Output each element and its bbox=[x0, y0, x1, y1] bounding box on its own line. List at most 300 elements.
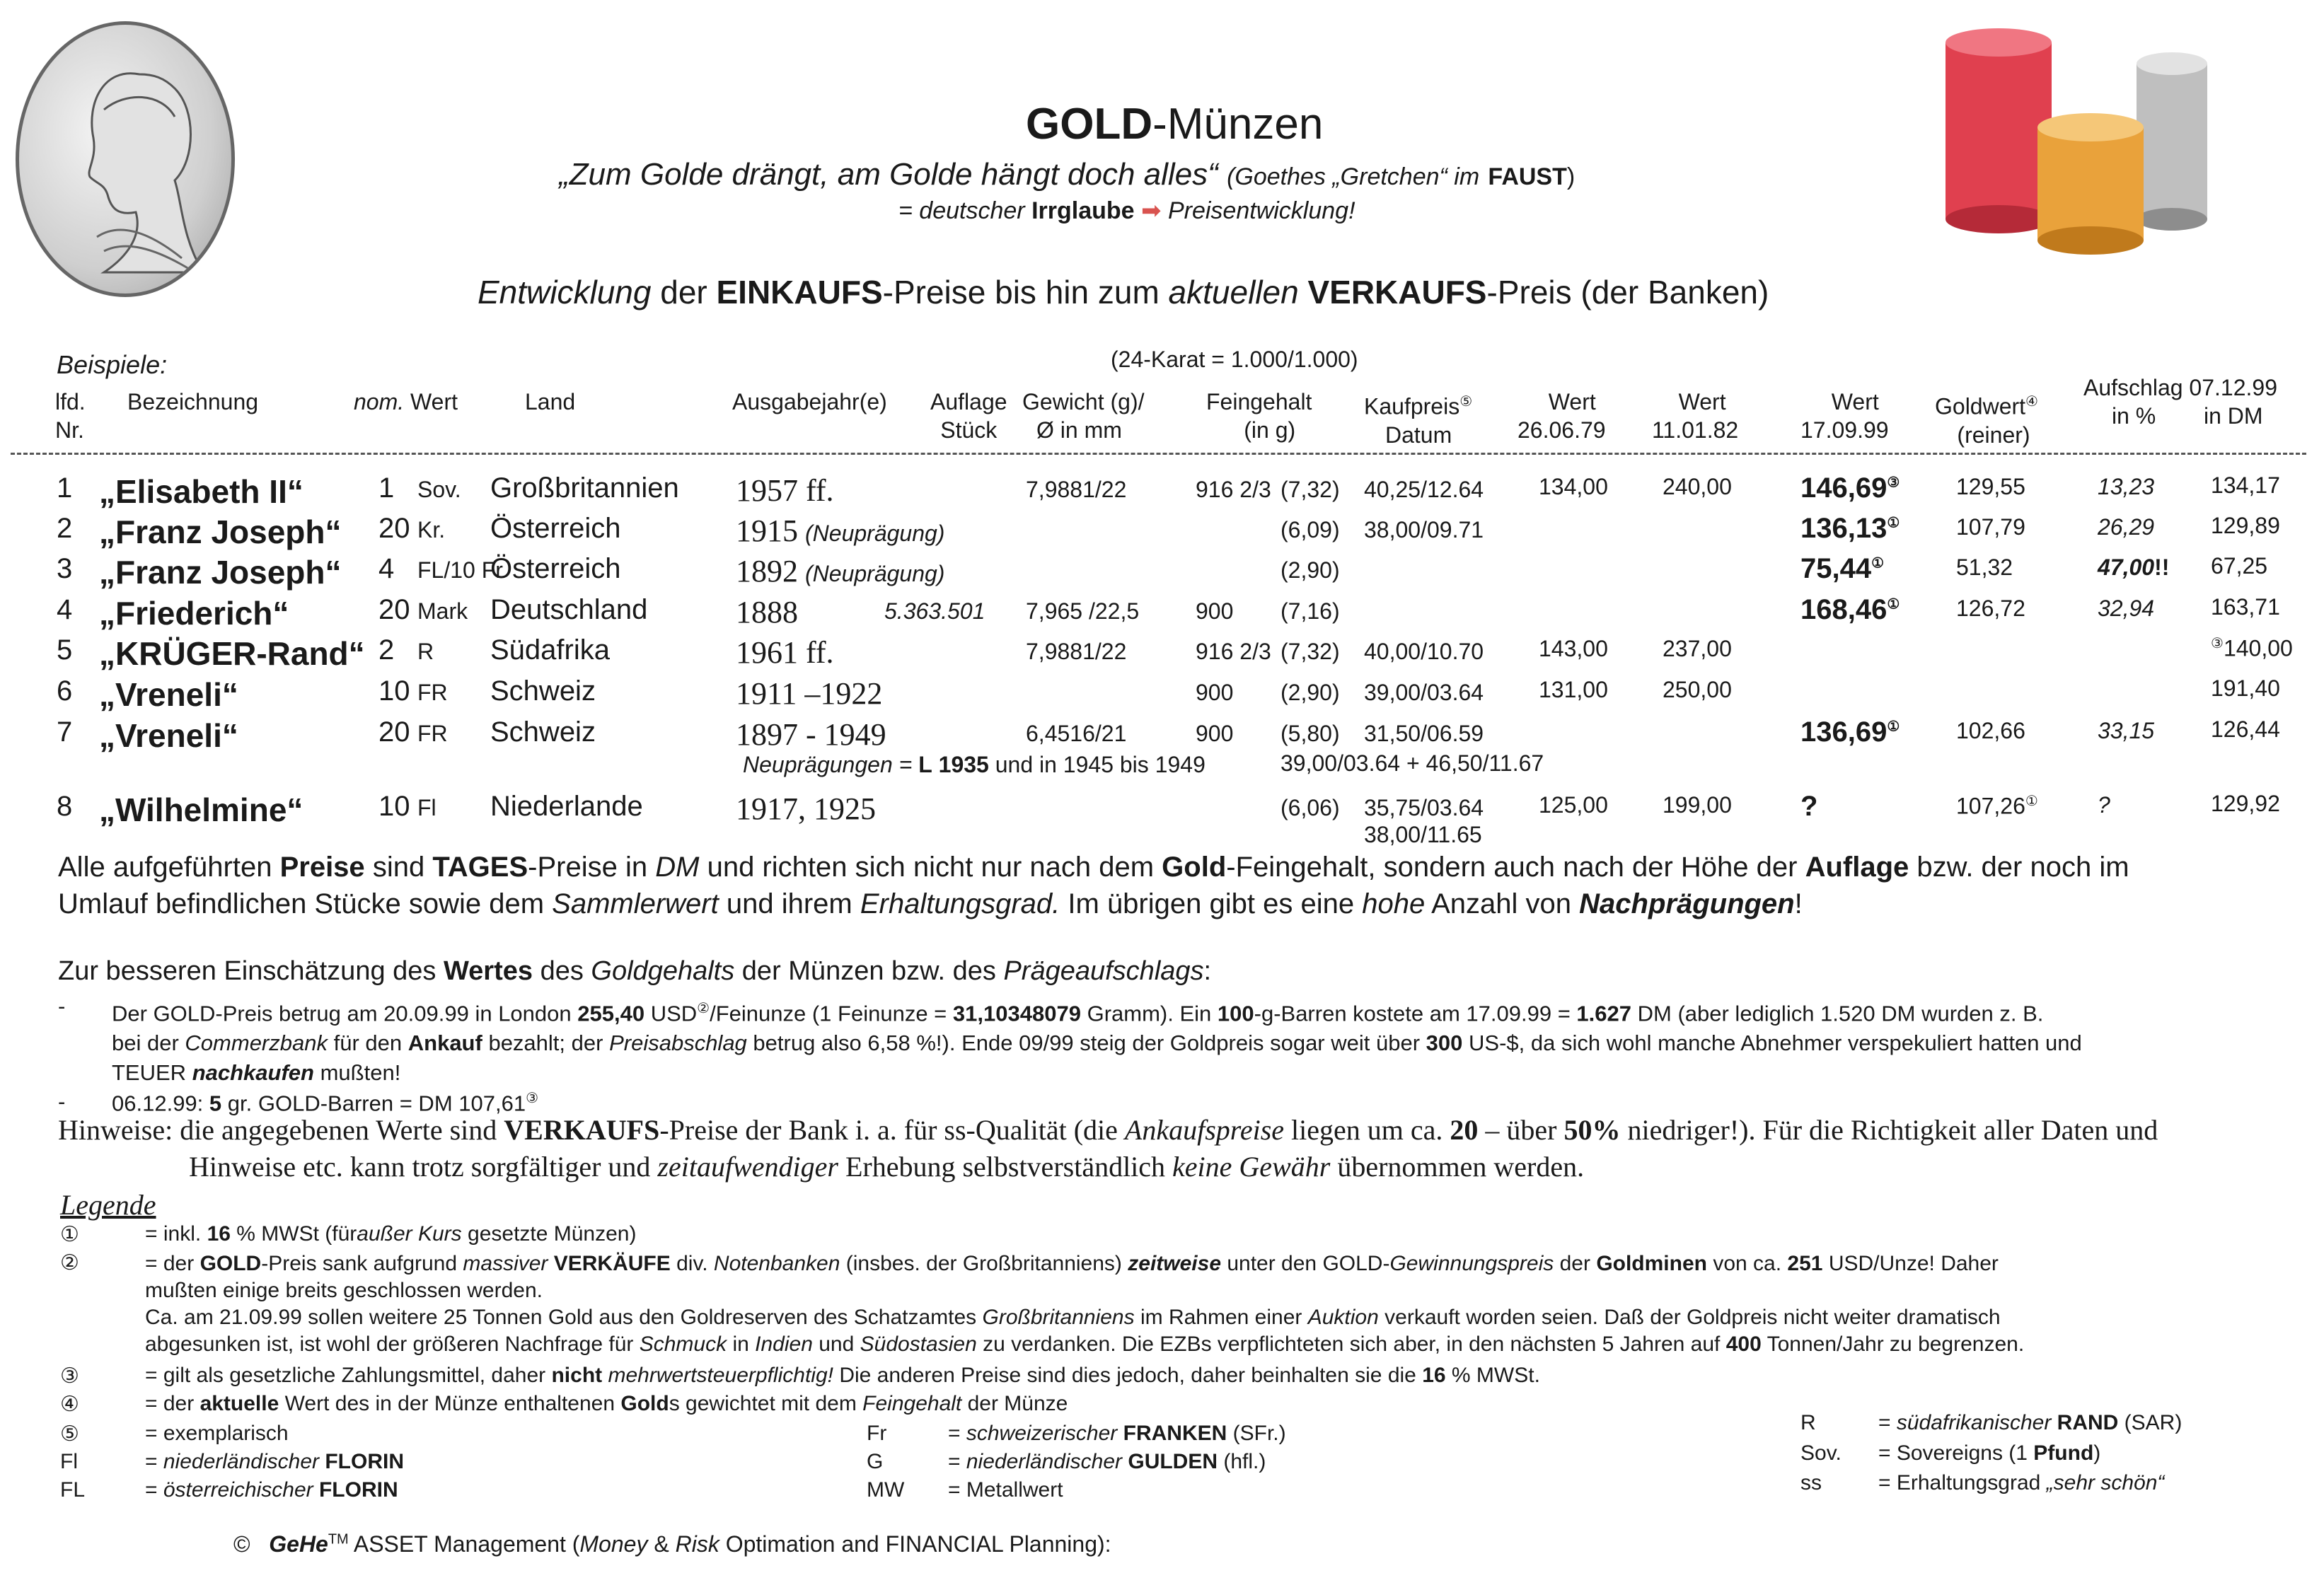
cell-fein-g-text: (6,06) bbox=[1280, 795, 1340, 820]
cell-kaufpreis-text: 38,00/09.71 bbox=[1364, 517, 1484, 542]
cell-land-text: Schweiz bbox=[490, 716, 596, 748]
headline-part: -Preise bis hin zum bbox=[882, 274, 1160, 310]
cell-feingehalt-text: 900 bbox=[1196, 598, 1234, 624]
text: Großbritanniens bbox=[982, 1306, 1135, 1329]
text: (SFr.) bbox=[1232, 1422, 1286, 1445]
subline-bold: Irrglaube bbox=[1031, 197, 1135, 224]
headline-part: Entwicklung bbox=[478, 274, 652, 310]
text: % MWSt (für bbox=[236, 1222, 357, 1246]
cell-wert-1979-text: 143,00 bbox=[1539, 636, 1608, 661]
text: Commerzbank bbox=[185, 1031, 328, 1056]
cell-jahr bbox=[736, 594, 805, 630]
cell-fein-g-text: (7,32) bbox=[1280, 477, 1340, 502]
cell-nr-text: 8 bbox=[57, 791, 73, 822]
text: unter den GOLD- bbox=[1227, 1252, 1390, 1275]
text: übernommen werden. bbox=[1337, 1151, 1585, 1183]
cell-aufschlag-dm-text: 191,40 bbox=[2211, 675, 2280, 701]
text: Feingehalt bbox=[862, 1392, 962, 1415]
cell-gewicht-text: 7,965 /22,5 bbox=[1026, 598, 1140, 624]
legend-entry-sov bbox=[1878, 1441, 2100, 1465]
cell-nom-text: 10 bbox=[378, 791, 410, 822]
cell-nr-text: 1 bbox=[57, 472, 73, 504]
legend-symbol: ② bbox=[60, 1251, 79, 1275]
text: div. bbox=[676, 1252, 708, 1275]
cell-nr bbox=[57, 594, 72, 626]
cell-nom-unit bbox=[417, 721, 448, 747]
col-auflage-label: Auflage bbox=[930, 389, 1007, 414]
text: Prägeaufschlags bbox=[1003, 956, 1204, 986]
text: 255,40 bbox=[577, 1001, 645, 1026]
cell-aufschlag-pct bbox=[2098, 596, 2154, 622]
quote-text: „Zum Golde drängt, am Golde hängt doch alles“ bbox=[559, 157, 1218, 192]
cell-nom-unit bbox=[417, 795, 437, 821]
text: = der bbox=[145, 1252, 195, 1275]
cell-aufschlag-pct bbox=[2098, 718, 2154, 744]
cell-aufschlag-dm-text: 163,71 bbox=[2211, 594, 2280, 620]
text: mußten einige breits geschlossen werden. bbox=[145, 1279, 543, 1302]
cell-feingehalt-text: 916 2/3 bbox=[1196, 639, 1271, 664]
text: der Münze bbox=[967, 1392, 1068, 1415]
footnote-marker: ① bbox=[1871, 555, 1885, 571]
text: 50% bbox=[1563, 1114, 1621, 1146]
cell-feingehalt bbox=[1196, 680, 1233, 706]
text: Notenbanken bbox=[713, 1252, 840, 1275]
cell-aufschlag-dm bbox=[2211, 594, 2280, 620]
cell-name-text: „Vreneli“ bbox=[99, 676, 238, 713]
cell-goldwert-text: 107,26 bbox=[1956, 793, 2025, 819]
cell-wert-1999-text: ? bbox=[1800, 791, 1818, 822]
cell-wert-1979 bbox=[1539, 677, 1608, 703]
text: TEUER bbox=[112, 1060, 187, 1086]
cell-wert-1999-text: 146,69 bbox=[1800, 472, 1887, 504]
text: Preisabschlag bbox=[609, 1031, 747, 1056]
cell-fein-g bbox=[1280, 721, 1340, 747]
legend-symbol: ⑤ bbox=[60, 1422, 79, 1446]
text: = Erhaltungsgrad bbox=[1878, 1471, 2041, 1494]
text: der bbox=[1559, 1252, 1590, 1275]
text: 20 bbox=[1450, 1114, 1479, 1146]
cell-aufschlag-dm-text: 126,44 bbox=[2211, 716, 2280, 742]
coin-stacks-icon bbox=[1931, 21, 2214, 262]
headline bbox=[478, 273, 1769, 311]
col-wert-1982 bbox=[1652, 388, 1738, 444]
footer-brand: GeHe bbox=[269, 1531, 328, 1557]
cell-goldwert-text: 129,55 bbox=[1956, 474, 2025, 499]
text: 1.627 bbox=[1576, 1001, 1631, 1026]
col-feingehalt bbox=[1206, 388, 1312, 444]
cell-kaufpreis bbox=[1364, 517, 1484, 543]
cell-gewicht bbox=[1026, 639, 1126, 665]
cell-aufschlag-pct bbox=[2098, 555, 2169, 581]
text: außer Kurs bbox=[357, 1222, 462, 1246]
examples-label: Beispiele: bbox=[57, 350, 168, 379]
cell-jahr bbox=[736, 791, 883, 827]
cell-nom bbox=[378, 716, 410, 748]
cell-wert-1999-text: 136,13 bbox=[1800, 513, 1887, 544]
text: Money bbox=[579, 1531, 648, 1557]
col-wert-label: Wert bbox=[1678, 389, 1726, 414]
col-wert-label: Wert bbox=[410, 389, 458, 414]
col-date-label: 26.06.79 bbox=[1517, 417, 1606, 443]
legend-symbol: ① bbox=[60, 1223, 79, 1246]
cell-feingehalt-text: 900 bbox=[1196, 680, 1234, 705]
col-aufschlag-dm: in DM bbox=[2204, 403, 2263, 429]
cell-name-text: „Vreneli“ bbox=[99, 717, 238, 754]
text: hohe bbox=[1362, 888, 1426, 919]
headline-part: der bbox=[660, 274, 707, 310]
cell-jahr-note: (Neuprägung) bbox=[805, 521, 945, 546]
cell-jahr bbox=[736, 675, 889, 712]
text: sind bbox=[372, 852, 425, 883]
cell-wert-1979-text: 134,00 bbox=[1539, 474, 1608, 499]
text: 100 bbox=[1217, 1001, 1254, 1026]
cell-name bbox=[99, 675, 238, 714]
text: Risk bbox=[675, 1531, 719, 1557]
legend-entry-r bbox=[1878, 1411, 2182, 1435]
text: RAND bbox=[2057, 1411, 2119, 1434]
col-stueck-label: Stück bbox=[940, 417, 998, 443]
cell-wert-1999 bbox=[1800, 594, 1900, 626]
bullet-1-dash: - bbox=[58, 994, 66, 1018]
cell-goldwert bbox=[1956, 474, 2025, 500]
cell-aufschlag-dm-text: 134,17 bbox=[2211, 472, 2280, 498]
cell-name-text: „Wilhelmine“ bbox=[99, 791, 303, 828]
cell-nom bbox=[378, 675, 410, 707]
cell-fein-g-text: (2,90) bbox=[1280, 680, 1340, 705]
cell-fein-g-text: (7,32) bbox=[1280, 639, 1340, 664]
text: = gilt als gesetzliche Zahlungsmittel, daher bbox=[145, 1364, 546, 1387]
quote-source: (Goethes „Gretchen“ im bbox=[1227, 163, 1480, 190]
cell-feingehalt bbox=[1196, 598, 1233, 625]
text: ) bbox=[2093, 1441, 2101, 1465]
row7-note-prefix: Neuprägungen = bbox=[743, 752, 913, 777]
text: = bbox=[948, 1422, 961, 1445]
text: TAGES bbox=[432, 852, 528, 883]
text: FRANKEN bbox=[1123, 1422, 1227, 1445]
cell-fein-g bbox=[1280, 680, 1340, 706]
text: bei der bbox=[112, 1031, 179, 1056]
cell-wert-1999 bbox=[1800, 472, 1900, 504]
text: Zur besseren Einschätzung des bbox=[58, 956, 437, 986]
col-land: Land bbox=[525, 389, 576, 414]
trademark: TM bbox=[328, 1531, 349, 1548]
col-gewicht bbox=[1022, 388, 1144, 444]
legend-symbol: ③ bbox=[60, 1364, 79, 1388]
text: USD bbox=[650, 1001, 698, 1026]
cell-land bbox=[490, 791, 643, 823]
col-date-label: 17.09.99 bbox=[1800, 417, 1889, 443]
text: und richten sich nicht nur nach dem bbox=[707, 852, 1155, 883]
text: -g-Barren kostete am 17.09.99 = bbox=[1254, 1001, 1571, 1026]
cell-jahr-text: 1892 bbox=[736, 554, 798, 588]
cell-land bbox=[490, 553, 621, 585]
cell-land bbox=[490, 472, 679, 504]
cell-gewicht bbox=[1026, 721, 1126, 747]
cell-wert-1979 bbox=[1539, 636, 1608, 662]
cell-aufschlag-dm bbox=[2211, 513, 2280, 539]
quote-source-faust: FAUST bbox=[1488, 163, 1567, 190]
cell-nr bbox=[57, 791, 72, 823]
cell-wert-1982-text: 250,00 bbox=[1663, 677, 1732, 702]
cell-aufschlag-pct-text: 13,23 bbox=[2098, 474, 2155, 499]
text: von ca. bbox=[1713, 1252, 1782, 1275]
cell-nr-text: 6 bbox=[57, 675, 73, 707]
col-goldwert bbox=[1935, 388, 2038, 449]
col-feingehalt-label: Feingehalt bbox=[1206, 389, 1312, 414]
cell-fein-g bbox=[1280, 795, 1340, 821]
cell-kaufpreis-text: 40,00/10.70 bbox=[1364, 639, 1484, 664]
cell-nom-unit bbox=[417, 517, 445, 543]
text: gr. GOLD-Barren = DM 107,61 bbox=[227, 1091, 526, 1116]
cell-land-text: Österreich bbox=[490, 553, 621, 584]
text: schweizerischer bbox=[966, 1422, 1118, 1445]
row7-kaufpreis-extra: 39,00/03.64 + 46,50/11.67 bbox=[1280, 750, 1544, 776]
cell-aufschlag-dm bbox=[2211, 716, 2280, 743]
text: DM bbox=[655, 852, 700, 883]
cell-nr-text: 5 bbox=[57, 634, 73, 666]
col-in-g-label: (in g) bbox=[1244, 417, 1296, 443]
legend-symbol: ss bbox=[1800, 1471, 1822, 1494]
cell-gewicht-text: 7,9881/22 bbox=[1026, 639, 1127, 664]
cell-jahr-text: 1961 ff. bbox=[736, 635, 834, 670]
cell-gewicht bbox=[1026, 477, 1126, 503]
cell-fein-g bbox=[1280, 598, 1340, 625]
cell-wert-1982 bbox=[1663, 677, 1732, 703]
text: -Preise der Bank i. a. für ss-Qualität (die bbox=[659, 1114, 1118, 1146]
cell-nom bbox=[378, 513, 410, 545]
text: niederländischer bbox=[966, 1450, 1123, 1473]
text: -Preis sank aufgrund bbox=[261, 1252, 458, 1275]
note-paragraph-2 bbox=[58, 956, 1211, 987]
text: FLORIN bbox=[318, 1478, 398, 1502]
footnote-2-marker: ② bbox=[697, 1001, 710, 1016]
cell-nom-unit bbox=[417, 639, 434, 665]
cell-jahr bbox=[736, 716, 894, 753]
row8-kaufpreis-extra: 38,00/11.65 bbox=[1364, 822, 1482, 847]
text: 5 bbox=[209, 1091, 222, 1116]
coin-stacks-illustration bbox=[1931, 21, 2214, 262]
cell-aufschlag-dm bbox=[2211, 553, 2267, 579]
text: Optimation and FINANCIAL Planning): bbox=[725, 1531, 1111, 1557]
text: Südostasien bbox=[860, 1333, 977, 1356]
cell-nom-unit-text: FL/10 Fr bbox=[417, 557, 503, 583]
text: 06.12.99: bbox=[112, 1091, 204, 1116]
text: und ihrem bbox=[726, 888, 852, 919]
cell-goldwert-text: 102,66 bbox=[1956, 718, 2025, 743]
text: Ankaufspreise bbox=[1124, 1114, 1285, 1146]
text: zu verdanken. Die EZBs verpflichteten sich aber, in den nächsten 5 Jahren auf bbox=[983, 1333, 1721, 1356]
text: GULDEN bbox=[1128, 1450, 1218, 1473]
cell-wert-1982-text: 199,00 bbox=[1663, 792, 1732, 818]
quote-source-end: ) bbox=[1566, 163, 1576, 190]
cell-land bbox=[490, 513, 621, 545]
hinweise bbox=[58, 1112, 2158, 1185]
cell-feingehalt bbox=[1196, 639, 1271, 665]
cell-aufschlag-pct-text: 26,29 bbox=[2098, 514, 2155, 540]
cell-wert-1999 bbox=[1800, 716, 1900, 748]
footnote-marker: ① bbox=[1887, 719, 1900, 735]
cell-name bbox=[99, 594, 289, 632]
cell-kaufpreis bbox=[1364, 721, 1484, 747]
cell-wert-1979-text: 131,00 bbox=[1539, 677, 1608, 702]
row7-note-year: 1935 bbox=[938, 752, 989, 777]
silver-coin-stack bbox=[2137, 52, 2207, 231]
legend-entry-mw: = Metallwert bbox=[948, 1478, 1063, 1502]
text: mußten! bbox=[320, 1060, 401, 1086]
text: der Münzen bzw. des bbox=[741, 956, 996, 986]
col-lfd bbox=[55, 388, 86, 444]
goethe-quote bbox=[559, 157, 1575, 192]
legend-entry-fr bbox=[948, 1422, 1286, 1446]
cell-aufschlag-pct bbox=[2098, 514, 2154, 540]
cell-land-text: Schweiz bbox=[490, 675, 596, 707]
cell-aufschlag-dm-text: 67,25 bbox=[2211, 553, 2268, 579]
cell-nom-text: 20 bbox=[378, 594, 410, 625]
cell-jahr-note: (Neuprägung) bbox=[805, 561, 945, 586]
text: Erhebung selbstverständlich bbox=[845, 1151, 1166, 1183]
text: Umlauf befindlichen Stücke sowie dem bbox=[58, 888, 545, 919]
cell-wert-1979 bbox=[1539, 474, 1608, 500]
cell-name bbox=[99, 791, 303, 829]
medallion-portrait bbox=[16, 21, 235, 297]
legend-symbol: Fr bbox=[867, 1422, 887, 1445]
row7-note-l: L bbox=[918, 752, 932, 777]
cell-nr-text: 3 bbox=[57, 553, 73, 584]
cell-wert-1999-text: 168,46 bbox=[1800, 594, 1887, 625]
cell-wert-1982 bbox=[1663, 474, 1732, 500]
text: Alle aufgeführten bbox=[58, 852, 272, 883]
text: betrug also 6,58 %!). Ende 09/99 steig der Goldpreis sogar weit über bbox=[753, 1031, 1421, 1056]
cell-nr bbox=[57, 716, 72, 748]
text: Im übrigen gibt es eine bbox=[1068, 888, 1355, 919]
headline-part: VERKAUFS bbox=[1307, 274, 1487, 310]
col-date-label: 11.01.82 bbox=[1652, 417, 1739, 443]
text: (insbes. der Großbritanniens) bbox=[845, 1252, 1122, 1275]
text: Erhaltungsgrad. bbox=[860, 888, 1060, 919]
footnote-4-marker: ④ bbox=[2025, 394, 2038, 410]
cell-jahr-text: 1915 bbox=[736, 513, 798, 548]
cell-goldwert bbox=[1956, 718, 2025, 744]
cell-land-text: Südafrika bbox=[490, 634, 610, 666]
title-bold: GOLD bbox=[1026, 100, 1153, 149]
cell-wert-1999 bbox=[1800, 791, 1817, 823]
cell-kaufpreis-text: 31,50/06.59 bbox=[1364, 721, 1484, 746]
text: = bbox=[1878, 1411, 1891, 1434]
text: liegen um ca. bbox=[1291, 1114, 1443, 1146]
col-durchmesser-label: Ø in mm bbox=[1036, 417, 1122, 443]
copyright-icon: © bbox=[233, 1531, 250, 1557]
cell-aufschlag-dm-text: 129,92 bbox=[2211, 791, 2280, 816]
text: GOLD bbox=[200, 1252, 262, 1275]
text: bzw. der noch im bbox=[1917, 852, 2129, 883]
text: -Feingehalt, sondern auch nach der Höhe der bbox=[1226, 852, 1798, 883]
cell-nom bbox=[378, 634, 394, 666]
cell-kaufpreis-text: 40,25/12.64 bbox=[1364, 477, 1484, 502]
subline-rest: Preisentwicklung! bbox=[1167, 197, 1355, 224]
col-auflage bbox=[930, 388, 1007, 444]
cell-wert-1999-text: 136,69 bbox=[1800, 716, 1887, 748]
cell-name-text: „Elisabeth II“ bbox=[99, 473, 303, 510]
cell-nom-unit bbox=[417, 680, 448, 706]
cell-goldwert bbox=[1956, 514, 2025, 540]
legend-entry-3 bbox=[145, 1364, 1540, 1388]
text: Auktion bbox=[1307, 1306, 1379, 1329]
cell-nom-unit-text: Fl bbox=[417, 795, 437, 820]
legend-entry-1 bbox=[145, 1222, 636, 1246]
text: 251 bbox=[1787, 1252, 1823, 1275]
cell-gewicht-text: 6,4516/21 bbox=[1026, 721, 1127, 746]
row7-note-rest: und in 1945 bis 1949 bbox=[995, 752, 1206, 777]
cell-goldwert-text: 51,32 bbox=[1956, 555, 2013, 580]
cell-nom-text: 20 bbox=[378, 513, 410, 544]
text: FLORIN bbox=[325, 1450, 405, 1473]
cell-land bbox=[490, 716, 596, 748]
page-title bbox=[1026, 99, 1323, 149]
gold-coin-stack bbox=[2037, 113, 2144, 255]
text: Gramm). Ein bbox=[1087, 1001, 1212, 1026]
legend-entry-fl-nl bbox=[145, 1450, 404, 1474]
text: = inkl. bbox=[145, 1222, 202, 1246]
col-wert-label: Wert bbox=[1831, 389, 1879, 414]
text: = der bbox=[145, 1392, 195, 1415]
text: abgesunken ist, ist wohl der größeren Nachfrage für bbox=[145, 1333, 634, 1356]
text: aktuelle bbox=[200, 1392, 279, 1415]
cell-goldwert bbox=[1956, 555, 2013, 581]
cell-aufschlag-pct bbox=[2098, 474, 2154, 500]
text: /Feinunze (1 Feinunze = bbox=[710, 1001, 947, 1026]
row7-note bbox=[743, 752, 1206, 778]
text: : bbox=[1203, 956, 1212, 986]
text: bezahlt; der bbox=[488, 1031, 603, 1056]
cell-aufschlag-dm-text: 140,00 bbox=[2223, 635, 2293, 661]
cell-wert-1982 bbox=[1663, 636, 1732, 662]
cell-land bbox=[490, 634, 610, 666]
col-aufschlag: Aufschlag 07.12.99 bbox=[2083, 375, 2277, 400]
col-lfd-label: lfd. bbox=[55, 389, 86, 414]
text: DM (aber lediglich 1.520 DM wurden z. B. bbox=[1637, 1001, 2044, 1026]
arrow-right-icon: ➡ bbox=[1141, 197, 1162, 224]
text: Schmuck bbox=[639, 1333, 727, 1356]
text: US-$, da sich wohl manche Abnehmer verspekuliert hatten und bbox=[1469, 1031, 2082, 1056]
headline-part: EINKAUFS bbox=[716, 274, 883, 310]
cell-aufschlag-pct-text: 32,94 bbox=[2098, 596, 2155, 621]
text: Die anderen Preise sind dies jedoch, daher beinhalten sie die bbox=[839, 1364, 1416, 1387]
subline-prefix: = deutscher bbox=[898, 197, 1025, 224]
legend-symbol: MW bbox=[867, 1478, 905, 1502]
text: 400 bbox=[1725, 1333, 1762, 1356]
cell-nom-unit-text: R bbox=[417, 639, 434, 664]
cell-land-text: Deutschland bbox=[490, 594, 648, 625]
legend-entry-2 bbox=[145, 1250, 2024, 1358]
text: 16 bbox=[1422, 1364, 1446, 1387]
cell-name-text: „Franz Joseph“ bbox=[99, 513, 342, 550]
cell-jahr bbox=[736, 472, 841, 509]
text: Der GOLD-Preis betrug am 20.09.99 in London bbox=[112, 1001, 572, 1026]
note-paragraph-1 bbox=[58, 849, 2129, 922]
col-datum-label: Datum bbox=[1385, 422, 1452, 448]
text: Goldminen bbox=[1596, 1252, 1707, 1275]
cell-nom-unit bbox=[417, 598, 468, 625]
col-reiner-label: (reiner) bbox=[1957, 422, 2030, 448]
cell-land-text: Österreich bbox=[490, 513, 621, 544]
text: Hinweise: die angegebenen Werte sind bbox=[58, 1114, 497, 1146]
col-kaufpreis-label: Kaufpreis bbox=[1364, 393, 1460, 419]
cell-kaufpreis-text: 35,75/03.64 bbox=[1364, 795, 1484, 820]
legend-symbol: FL bbox=[60, 1478, 86, 1502]
text: Ankauf bbox=[407, 1031, 482, 1056]
footer bbox=[233, 1531, 1111, 1557]
text: Tonnen/Jahr zu begrenzen. bbox=[1767, 1333, 2025, 1356]
